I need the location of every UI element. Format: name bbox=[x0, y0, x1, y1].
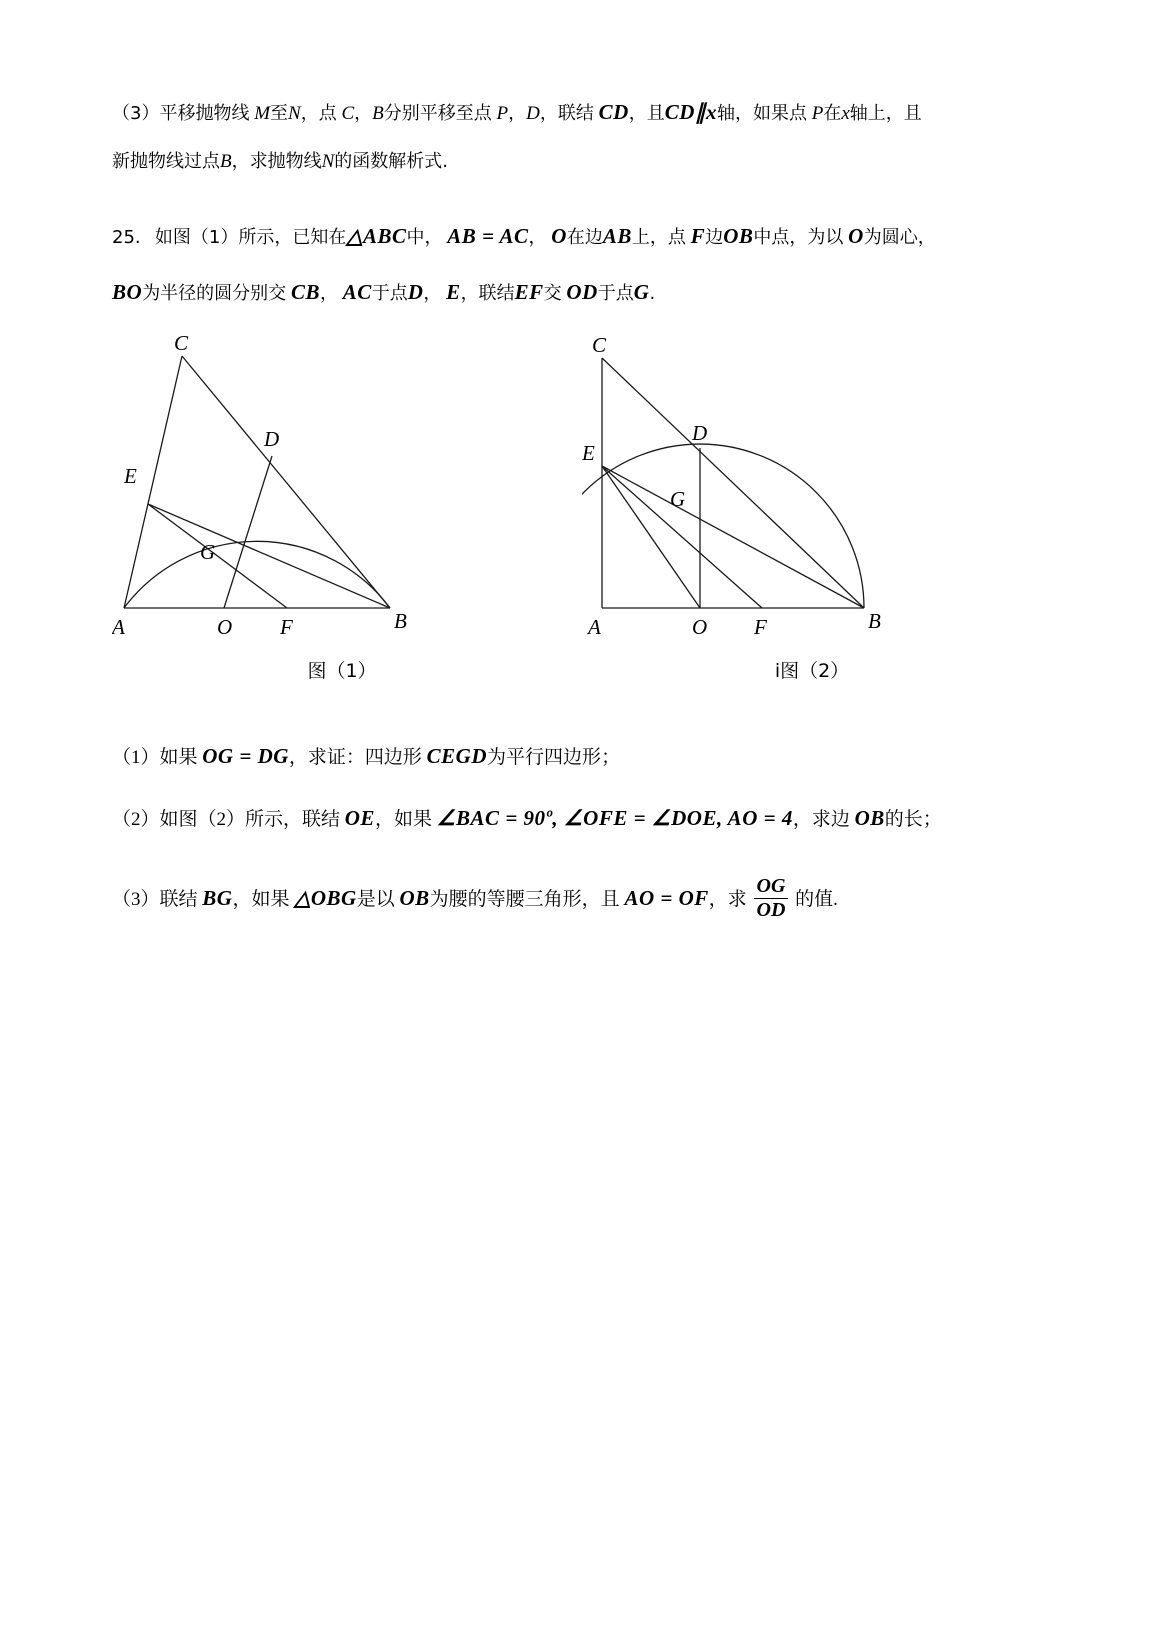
q25-m9: AC bbox=[342, 280, 372, 304]
q24-t6: ，联结 bbox=[539, 103, 594, 124]
figure-1-label-B: B bbox=[394, 609, 407, 633]
q24-t1: 至 bbox=[270, 103, 289, 124]
q25-m12: EF bbox=[514, 280, 544, 304]
figure-2-label-A: A bbox=[588, 615, 601, 639]
q25-line2-d: 于点 bbox=[371, 283, 408, 304]
figure-2-caption-text: 图（2） bbox=[780, 660, 850, 682]
sub-question-3 bbox=[112, 876, 1052, 924]
q25-line2-i: . bbox=[649, 283, 656, 304]
q25-line1-b: 中， bbox=[406, 227, 443, 248]
sq1-t3: ； bbox=[601, 747, 621, 768]
fraction-numerator: OG bbox=[754, 875, 789, 899]
q25-line2-b: 为半径的圆分别交 bbox=[142, 283, 287, 304]
sq3-m1: BG bbox=[202, 886, 233, 910]
q24-m12: N bbox=[321, 151, 335, 172]
q25-line1-g: 中点，为以 bbox=[753, 227, 844, 248]
q25-line1-c: ， bbox=[528, 227, 547, 248]
arc-circle-O bbox=[582, 444, 864, 608]
q25-number: 25. bbox=[112, 227, 141, 248]
q25-line1-h: 为圆心， bbox=[863, 227, 936, 248]
figure-1-label-E: E bbox=[124, 464, 137, 488]
q25-line2-e: ， bbox=[423, 283, 442, 304]
q25-m7: O bbox=[848, 224, 864, 248]
sq3-prefix: （3）联结 bbox=[112, 889, 198, 910]
segment-O-E bbox=[602, 466, 700, 608]
q24-m10: x bbox=[841, 103, 850, 124]
fraction-denominator: OD bbox=[756, 899, 786, 922]
sq1-m3: 平行四边形 bbox=[506, 747, 602, 768]
sq2-m2: ∠BAC = 90º, ∠OFE = ∠DOE, AO = 4 bbox=[436, 806, 793, 830]
sq3-t2: 是以 bbox=[356, 889, 395, 910]
q25-m3: O bbox=[551, 224, 567, 248]
figure-2-label-F: F bbox=[754, 615, 767, 639]
q24-t7: ，且 bbox=[628, 103, 665, 124]
q24-m1: M bbox=[254, 103, 271, 124]
q24-m11: B bbox=[220, 151, 232, 172]
q24-line2-b: ，求抛物线 bbox=[231, 151, 322, 172]
figure-1 bbox=[112, 336, 512, 651]
figure-1-label-G: G bbox=[200, 540, 216, 564]
sq3-t4: ，求 bbox=[708, 889, 747, 910]
segment-O-D bbox=[224, 456, 272, 608]
q24-m7: CD bbox=[598, 100, 629, 124]
figure-2-label-O: O bbox=[692, 615, 708, 639]
segment-CB bbox=[602, 358, 864, 608]
figure-1-label-A: A bbox=[112, 615, 125, 639]
q25-m4: AB bbox=[602, 224, 632, 248]
q24-prefix: （3）平移抛物线 bbox=[112, 103, 250, 124]
question-24-part-3 bbox=[112, 88, 1052, 186]
figure-1-caption: 图（1） bbox=[307, 660, 377, 682]
sq3-t5: 的值. bbox=[795, 889, 838, 910]
q24-m6: D bbox=[526, 103, 540, 124]
figure-2-drawing bbox=[582, 336, 982, 646]
q24-m4: B bbox=[372, 103, 384, 124]
segment-E-F bbox=[148, 504, 287, 608]
q25-m1: △ABC bbox=[346, 224, 407, 248]
segment-E-B bbox=[148, 504, 390, 608]
figure-group bbox=[112, 336, 1052, 696]
sq3-m2: △OBG bbox=[294, 886, 357, 910]
q25-m13: OD bbox=[566, 280, 598, 304]
q25-m5: F bbox=[690, 224, 706, 248]
sq1-t2: 为 bbox=[487, 747, 507, 768]
q24-t2: ，点 bbox=[300, 103, 337, 124]
segment-E-B bbox=[602, 466, 864, 608]
q25-line1-f: 边 bbox=[705, 227, 724, 248]
sq1-m2: CEGD bbox=[426, 744, 488, 768]
q25-m14: G bbox=[633, 280, 650, 304]
figure-2-label-B: B bbox=[868, 609, 881, 633]
q25-line2-c: ， bbox=[319, 283, 338, 304]
sub-question-1 bbox=[112, 734, 1052, 780]
sq2-t3: 的长； bbox=[884, 809, 942, 830]
sq1-m1: OG = DG bbox=[202, 744, 289, 768]
q24-m9: P bbox=[811, 103, 824, 124]
q25-line2-h: 于点 bbox=[597, 283, 634, 304]
figure-2-label-G: G bbox=[670, 487, 686, 511]
sq2-t1: ，如果 bbox=[374, 809, 432, 830]
q24-m5: P bbox=[496, 103, 509, 124]
document-content bbox=[112, 88, 1052, 924]
sq3-m3: OB bbox=[399, 886, 430, 910]
q25-line2-g: 交 bbox=[543, 283, 562, 304]
figure-2-caption bbox=[732, 656, 892, 683]
sq3-t1: ，如果 bbox=[232, 889, 290, 910]
sq2-t2: ，求边 bbox=[792, 809, 850, 830]
question-25-stem-line2 bbox=[112, 268, 1052, 318]
q25-line1-a: 如图（1）所示，已知在 bbox=[154, 227, 347, 248]
sq2-m1: OE bbox=[344, 806, 375, 830]
q24-t5: ， bbox=[508, 103, 527, 124]
sq1-t1: ，求证：四边形 bbox=[288, 747, 422, 768]
figure-2-label-E: E bbox=[582, 441, 595, 465]
q24-t10: 轴上，且 bbox=[849, 103, 922, 124]
figure-2-label-C: C bbox=[592, 336, 607, 357]
segment-CB bbox=[182, 356, 390, 608]
q25-m2: AB = AC bbox=[447, 224, 529, 248]
sq3-t3: 为腰的等腰三角形，且 bbox=[429, 889, 620, 910]
q24-t4: 分别平移至点 bbox=[383, 103, 492, 124]
sq3-m4: AO = OF bbox=[624, 886, 709, 910]
q25-m8: CB bbox=[290, 280, 320, 304]
figure-1-drawing bbox=[112, 336, 512, 646]
q25-m6: OB bbox=[723, 224, 754, 248]
figure-2-label-D: D bbox=[692, 421, 708, 445]
q25-line1-e: 上，点 bbox=[631, 227, 686, 248]
figure-2 bbox=[582, 336, 982, 651]
q25-line2-a: BO bbox=[112, 280, 143, 304]
figure-2-caption-prefix: i bbox=[774, 660, 781, 682]
q24-line2-c: 的函数解析式. bbox=[334, 151, 449, 172]
q25-m11: E bbox=[446, 280, 461, 304]
figure-1-label-D: D bbox=[264, 427, 280, 451]
q25-line1-d: 在边 bbox=[566, 227, 603, 248]
figure-1-label-C: C bbox=[174, 336, 189, 355]
q24-t8: 轴，如果点 bbox=[716, 103, 807, 124]
sub-question-2 bbox=[112, 796, 1052, 842]
question-25-stem bbox=[112, 212, 1052, 262]
q25-m10: D bbox=[407, 280, 424, 304]
q24-t3: ， bbox=[354, 103, 373, 124]
q24-m3: C bbox=[341, 103, 355, 124]
sq1-prefix: （1）如果 bbox=[112, 747, 198, 768]
q24-m8: CD∥x bbox=[664, 100, 717, 124]
q24-m2: N bbox=[288, 103, 301, 124]
figure-1-label-O: O bbox=[217, 615, 233, 639]
q24-t9: 在 bbox=[823, 103, 842, 124]
sq2-prefix: （2）如图（2）所示，联结 bbox=[112, 809, 341, 830]
figure-1-label-F: F bbox=[280, 615, 293, 639]
q25-line2-f: ，联结 bbox=[460, 283, 515, 304]
sq2-m3: OB bbox=[854, 806, 885, 830]
q24-line2-a: 新抛物线过点 bbox=[112, 151, 220, 172]
fraction-og-od bbox=[754, 875, 789, 922]
